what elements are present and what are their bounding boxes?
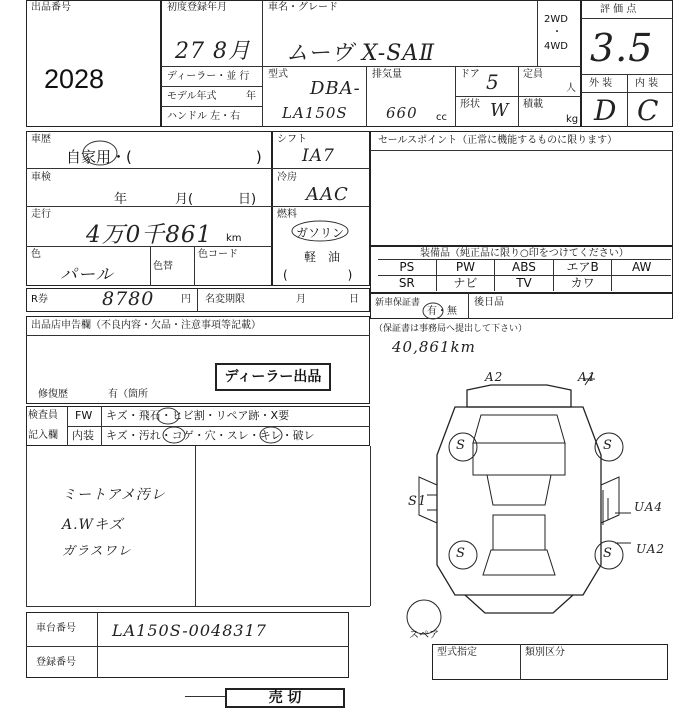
eval-label: 評 価 点 [600,4,637,15]
diagram-a1: A1 [578,370,597,384]
registration-label: 登録番号 [36,657,76,668]
repair-label: 修復歴 [38,389,68,400]
model-name-value: ムーヴ X-SAⅡ [286,41,436,66]
exterior-label: 外 装 [589,78,613,89]
fw-items: キズ・飛石・ヒビ割・リペア跡・X要 [106,409,290,422]
diagram-mileage: 40,861km [392,338,476,356]
diagram-a2: A2 [485,370,504,384]
dealer-stamp: ディーラー出品 [215,363,331,391]
equipment-item: ナビ [437,275,496,291]
mileage-label: 走行 [31,209,51,220]
type-value: DBA- [310,78,361,99]
wheel-mark-rr: S [603,546,613,561]
fuel-gasoline: ガソリン [296,226,345,240]
equipment-item: PS [378,259,437,275]
inspection-day: 日) [238,192,257,207]
shift-label: シフト [277,134,307,145]
displacement-label: 排気量 [372,69,402,80]
gasoline-circle [290,219,350,243]
wheel-mark-fr: S [603,438,613,453]
interior-items: キズ・汚れ・コゲ・穴・スレ・キレ・破レ [106,429,315,442]
displacement-value: 660 [386,104,418,122]
repair-value: 有（箇所 [108,389,148,400]
name-change-day: 日 [349,294,359,305]
type-cat-label: 類別区分 [525,647,565,658]
mileage-unit: km [226,233,242,244]
warranty-note: （保証書は事務局へ提出して下さい） [374,324,528,334]
color-value: パール [60,265,114,285]
equipment-item: AW [612,259,671,275]
doors-label: ドア [460,69,480,80]
shift-value: IA7 [302,146,335,166]
dealer-label: ディーラー・並 行 [167,71,250,82]
exterior-grade: D [594,94,618,127]
wheel-mark-fl: S [456,438,466,453]
note-line-2: A.Wキズ [62,517,124,533]
warranty-value: 有・無 [427,306,457,317]
shape-label: 形状 [460,99,480,110]
model-name-label: 車名・グレード [268,2,338,13]
equipment-item: SR [378,275,437,291]
type-code: LA150S [282,104,348,122]
equipment-grid [378,259,671,292]
drive-dot: ・ [552,27,562,38]
name-change-month: 月 [296,294,306,305]
color-code-label: 色コード [198,249,238,260]
shape-value: W [490,100,510,121]
note-line-3: ガラスワレ [62,544,132,559]
load-unit: kg [566,114,579,125]
eval-score: 3.5 [590,26,654,70]
fuel-paren: ( ) [283,268,353,282]
recycle-unit: 円 [181,294,191,305]
recycle-label: R券 [31,294,48,305]
fw-label: FW [75,409,93,422]
load-label: 積載 [523,99,543,110]
footer-stamp [225,688,345,708]
lot-number: 2028 [44,64,105,94]
drive-4wd: 4WD [544,41,568,52]
first-reg-value: 27 8月 [175,39,251,64]
history-value: 自家用・( ) [66,148,262,166]
mileage-value: 4万0千861 [86,222,213,248]
history-circle [80,138,120,168]
ac-value: AAC [306,184,349,205]
sales-point-label: セールスポイント（正常に機能するものに限ります） [378,135,618,146]
displacement-unit: cc [436,112,447,123]
handle-label: ハンドル 左・右 [167,111,241,122]
ac-label: 冷房 [277,172,297,183]
capacity-label: 定員 [523,69,543,80]
diagram-s1: S1 [408,494,428,509]
sales-point-box [370,131,673,246]
model-year-label: モデル年式 [167,91,217,102]
footer-stamp-text: 売 切 [268,690,302,706]
type-spec-label: 型式指定 [437,647,477,658]
equipment-item: PW [437,259,496,275]
diagram-ua4: UA4 [634,500,664,514]
color-label: 色 [31,249,41,260]
inspector-circles [140,406,300,446]
doors-value: 5 [486,70,500,94]
equipment-label: 装備品（純正品に限り○印をつけてください） [420,248,629,259]
lot-label: 出品番号 [31,2,71,13]
equipment-item: ABS [495,259,554,275]
inspection-month: 月( [175,192,194,207]
equipment-item [612,275,671,291]
model-year-unit: 年 [246,91,256,102]
name-change-label: 名変期限 [205,294,245,305]
warranty-circle [422,302,444,320]
wheel-mark-rl: S [456,546,466,561]
diagram-ua2: UA2 [636,542,666,556]
type-label: 型式 [268,69,288,80]
inspection-label: 車検 [31,172,51,183]
spare-label: スペア [409,630,439,641]
chassis-label: 車台番号 [36,623,76,634]
equipment-item: TV [495,275,554,291]
color-repaint-label: 色替 [153,261,173,272]
first-reg-label: 初度登録年月 [167,2,227,13]
chassis-value: LA150S-0048317 [112,621,267,640]
note-line-1: ミートアメ汚レ [62,487,166,503]
recycle-box [26,288,370,312]
interior-label: 内 装 [635,78,659,89]
history-label: 車歴 [31,134,51,145]
drive-2wd: 2WD [544,14,568,25]
equipment-item: エアB [554,259,613,275]
inspector-label-1: 検査員 [28,410,58,421]
equipment-item: カワ [554,275,613,291]
capacity-unit: 人 [566,83,576,94]
fuel-diesel: 軽 油 [304,250,341,264]
interior-inspect-label: 内装 [72,429,94,442]
after-label: 後日品 [474,297,504,308]
declaration-label: 出品店申告欄（不良内容・欠品・注意事項等記載） [31,320,261,331]
recycle-value: 8780 [102,288,155,310]
inspector-label-2: 記入欄 [28,430,58,441]
warranty-label: 新車保証書 [375,298,421,308]
inspection-year: 年 [114,192,128,207]
fuel-label: 燃料 [277,209,297,220]
interior-grade: C [637,94,660,127]
